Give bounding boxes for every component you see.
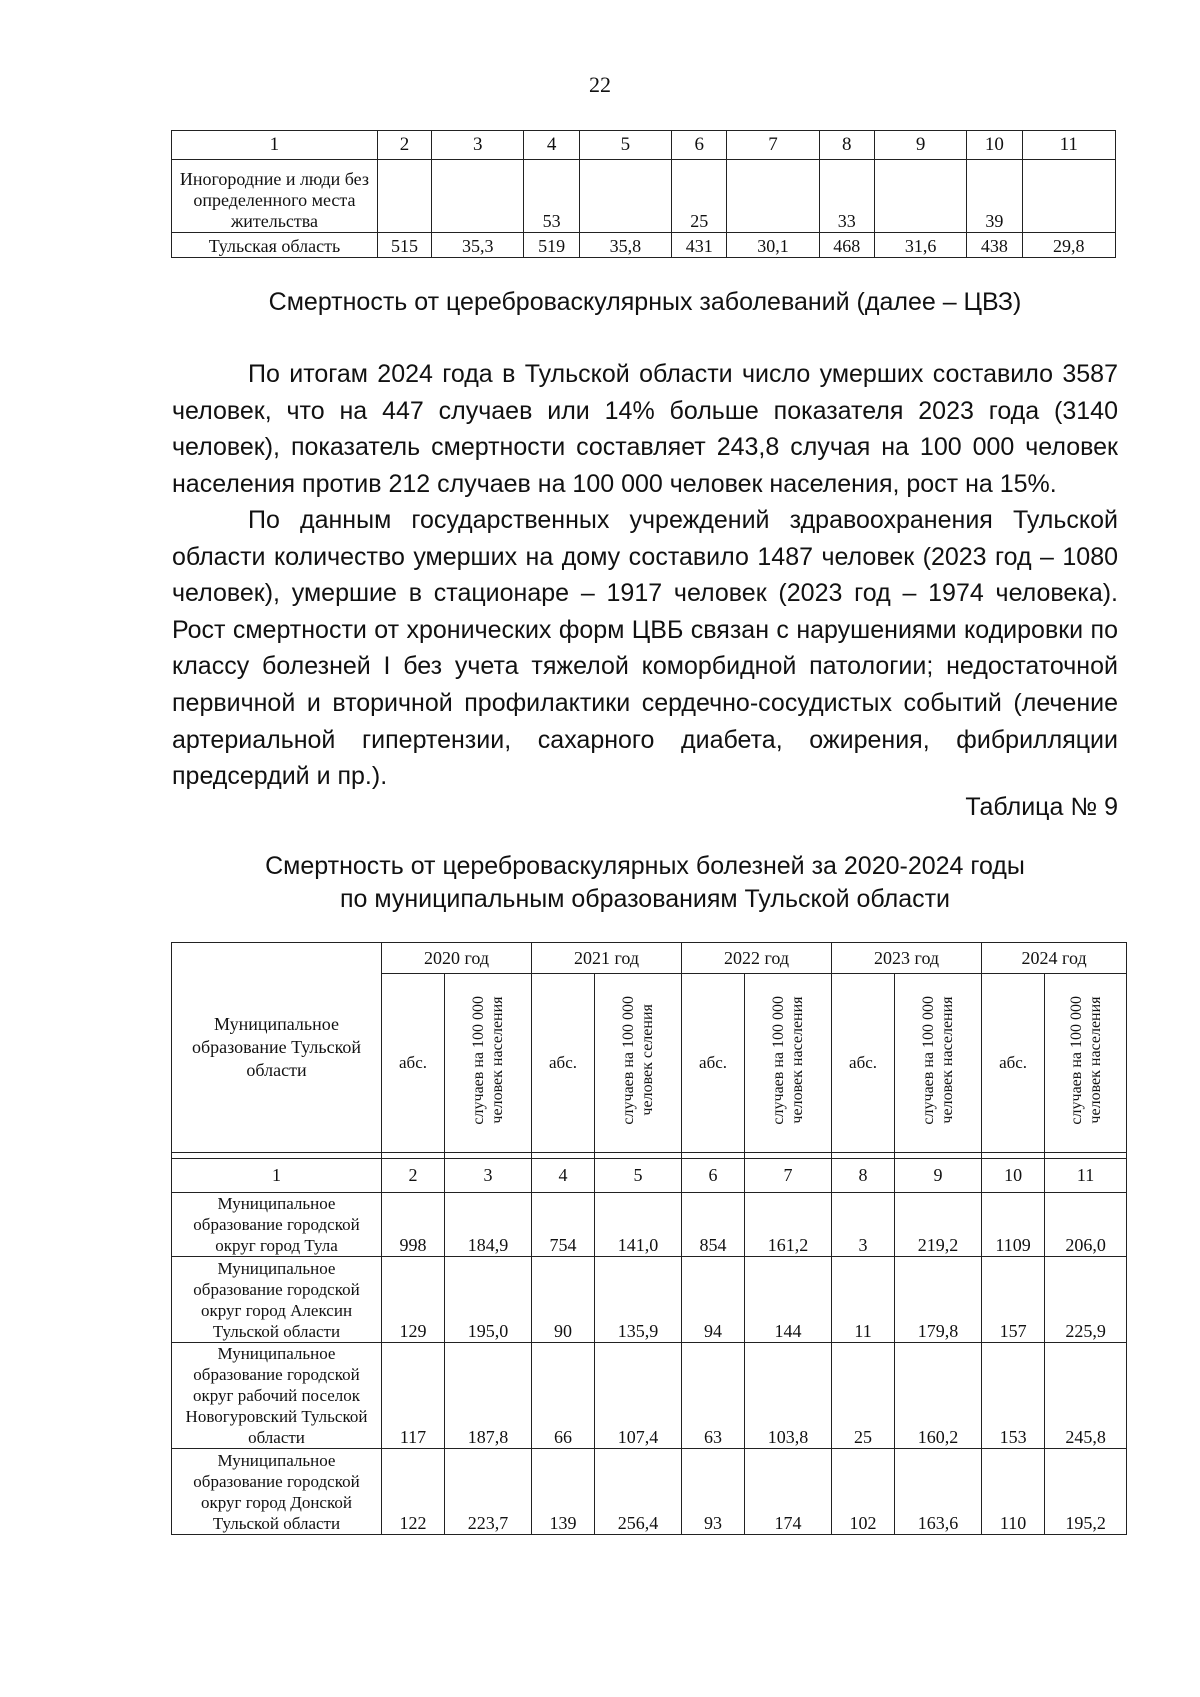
col-number: 2 — [377, 131, 431, 160]
table-cell: 110 — [982, 1449, 1045, 1535]
rate-header — [1045, 974, 1127, 1153]
table-cell: 160,2 — [895, 1343, 982, 1449]
table-title-line: Смертность от цереброваскулярных болезней за 2020-2024 годы — [265, 852, 1025, 880]
rate-header-line: человек населения — [1086, 996, 1104, 1125]
table-row — [172, 1343, 1127, 1449]
table-cell: 998 — [382, 1193, 445, 1257]
col-number: 8 — [832, 1159, 895, 1193]
year-header-row — [172, 943, 1127, 974]
table-cell: 122 — [382, 1449, 445, 1535]
table-cell: 33 — [819, 160, 874, 233]
table-title — [0, 850, 1200, 916]
col-number: 11 — [1022, 131, 1115, 160]
col-number: 10 — [967, 131, 1022, 160]
col-number: 3 — [432, 131, 524, 160]
table-cell: 179,8 — [895, 1257, 982, 1343]
col-number: 8 — [819, 131, 874, 160]
table-row — [172, 233, 1116, 258]
table-cell — [1022, 160, 1115, 233]
table-cell: 519 — [524, 233, 579, 258]
table-cell: 754 — [532, 1193, 595, 1257]
column-number-row — [172, 1159, 1127, 1193]
year-header: 2022 год — [682, 943, 832, 974]
table-cell: 39 — [967, 160, 1022, 233]
table-cell — [727, 160, 819, 233]
table-cell: 515 — [377, 233, 431, 258]
table-row — [172, 160, 1116, 233]
table-9 — [171, 942, 1127, 1535]
table-cell — [874, 160, 966, 233]
table-cell: 93 — [682, 1449, 745, 1535]
rate-header — [445, 974, 532, 1153]
rate-header-line: случаев на 100 000 — [1067, 996, 1085, 1125]
table-cell: 256,4 — [595, 1449, 682, 1535]
row-label: Муниципальное образование городской округ город Алексин Тульской области — [172, 1257, 382, 1343]
rate-header-line: человек селения — [639, 1004, 657, 1117]
table-cell: 25 — [832, 1343, 895, 1449]
rate-header-line: случаев на 100 000 — [770, 996, 788, 1125]
col-number: 9 — [895, 1159, 982, 1193]
paragraph: По итогам 2024 года в Тульской области число умерших составило 3587 человек, что на 447 случаев или 14% больше показателя 2023 года (3140 человек), показатель смертности составляет 243,8 случая на 100 000 человек населения против 212 случаев на 100 000 человек населения, рост на 15%. — [172, 360, 1118, 498]
table-row — [172, 1449, 1127, 1535]
col-number: 6 — [682, 1159, 745, 1193]
table-cell: 103,8 — [745, 1343, 832, 1449]
rate-header — [895, 974, 982, 1153]
col-number: 9 — [874, 131, 966, 160]
table-cell: 53 — [524, 160, 579, 233]
table-cell: 90 — [532, 1257, 595, 1343]
paragraph: По данным государственных учреждений здравоохранения Тульской области количество умерших на дому составило 1487 человек (2023 год – 1080 человек), умершие в стационаре – 1917 человек (2023 год – 1974 человека). Рост смертности от хронических форм ЦВБ связан с нарушениями кодировки по классу болезней I без учета тяжелой коморбидной патологии; недостаточной первичной и вторичной профилактики сердечно-сосудистых событий (лечение артериальной гипертензии, сахарного диабета, ожирения, фибрилляции предсердий и пр.). — [172, 506, 1118, 791]
year-header: 2023 год — [832, 943, 982, 974]
table-cell: 25 — [672, 160, 727, 233]
table-cell: 184,9 — [445, 1193, 532, 1257]
rate-header-line: случаев на 100 000 — [620, 996, 638, 1125]
table-cell: 187,8 — [445, 1343, 532, 1449]
table-cell: 29,8 — [1022, 233, 1115, 258]
table-cell — [377, 160, 431, 233]
table-cell: 438 — [967, 233, 1022, 258]
col-number: 11 — [1045, 1159, 1127, 1193]
table-cell: 153 — [982, 1343, 1045, 1449]
table-cell: 431 — [672, 233, 727, 258]
table-cell: 129 — [382, 1257, 445, 1343]
table-cell: 163,6 — [895, 1449, 982, 1535]
table-cell: 223,7 — [445, 1449, 532, 1535]
col-number: 10 — [982, 1159, 1045, 1193]
table-cell: 107,4 — [595, 1343, 682, 1449]
table-cell: 117 — [382, 1343, 445, 1449]
table-cell: 63 — [682, 1343, 745, 1449]
table-cell: 35,3 — [432, 233, 524, 258]
table-title-line: по муниципальным образованиям Тульской области — [339, 885, 951, 913]
table-continuation — [171, 130, 1116, 258]
table-cell: 135,9 — [595, 1257, 682, 1343]
col-number: 4 — [532, 1159, 595, 1193]
row-label: Тульская область — [172, 233, 378, 258]
table-cell: 11 — [832, 1257, 895, 1343]
table-cell: 139 — [532, 1449, 595, 1535]
table-cell: 245,8 — [1045, 1343, 1127, 1449]
col-number: 1 — [172, 131, 378, 160]
table-cell: 468 — [819, 233, 874, 258]
year-header: 2021 год — [532, 943, 682, 974]
table-cell: 157 — [982, 1257, 1045, 1343]
rate-header-line: человек населения — [939, 996, 957, 1125]
col-number: 7 — [745, 1159, 832, 1193]
abs-header: абс. — [832, 974, 895, 1153]
row-label: Муниципальное образование городской округ рабочий поселок Новогуровский Тульской области — [172, 1343, 382, 1449]
table-cell: 854 — [682, 1193, 745, 1257]
col-number: 3 — [445, 1159, 532, 1193]
table-cell: 195,0 — [445, 1257, 532, 1343]
row-label: Муниципальное образование городской округ город Донской Тульской области — [172, 1449, 382, 1535]
page-number: 22 — [589, 72, 611, 97]
table-cell: 206,0 — [1045, 1193, 1127, 1257]
table-row — [172, 1257, 1127, 1343]
row-label: Иногородние и люди без определенного места жительства — [172, 160, 378, 233]
table-cell: 219,2 — [895, 1193, 982, 1257]
table-cell — [579, 160, 671, 233]
col-number: 5 — [595, 1159, 682, 1193]
table-cell: 102 — [832, 1449, 895, 1535]
col-number: 4 — [524, 131, 579, 160]
rate-header — [745, 974, 832, 1153]
table-row — [172, 1193, 1127, 1257]
table-cell — [432, 160, 524, 233]
rate-header — [595, 974, 682, 1153]
table-cell: 141,0 — [595, 1193, 682, 1257]
rate-header-line: случаев на 100 000 — [920, 996, 938, 1125]
col-number: 2 — [382, 1159, 445, 1193]
table-cell: 30,1 — [727, 233, 819, 258]
rate-header-line: случаев на 100 000 — [470, 996, 487, 1125]
year-header: 2024 год — [982, 943, 1127, 974]
table-cell: 94 — [682, 1257, 745, 1343]
year-header: 2020 год — [382, 943, 532, 974]
table-header-row — [172, 131, 1116, 160]
abs-header: абс. — [382, 974, 445, 1153]
table-cell: 225,9 — [1045, 1257, 1127, 1343]
col-number: 6 — [672, 131, 727, 160]
row-label: Муниципальное образование городской округ город Тула — [172, 1193, 382, 1257]
table-cell: 1109 — [982, 1193, 1045, 1257]
col-number: 1 — [172, 1159, 382, 1193]
mo-header: Муниципальное образование Тульской области — [172, 943, 382, 1153]
table-cell: 174 — [745, 1449, 832, 1535]
table-number: Таблица № 9 — [965, 793, 1118, 821]
col-number: 7 — [727, 131, 819, 160]
abs-header: абс. — [532, 974, 595, 1153]
table-cell: 35,8 — [579, 233, 671, 258]
table-cell: 66 — [532, 1343, 595, 1449]
table-cell: 195,2 — [1045, 1449, 1127, 1535]
table-cell: 31,6 — [874, 233, 966, 258]
table-cell: 161,2 — [745, 1193, 832, 1257]
rate-header-line: человек населения — [789, 996, 807, 1125]
abs-header: абс. — [982, 974, 1045, 1153]
table-cell: 3 — [832, 1193, 895, 1257]
table-cell: 144 — [745, 1257, 832, 1343]
abs-header: абс. — [682, 974, 745, 1153]
rate-header-line: человек населения — [489, 996, 506, 1125]
section-heading: Смертность от цереброваскулярных заболеваний (далее – ЦВЗ) — [268, 288, 1022, 316]
col-number: 5 — [579, 131, 671, 160]
